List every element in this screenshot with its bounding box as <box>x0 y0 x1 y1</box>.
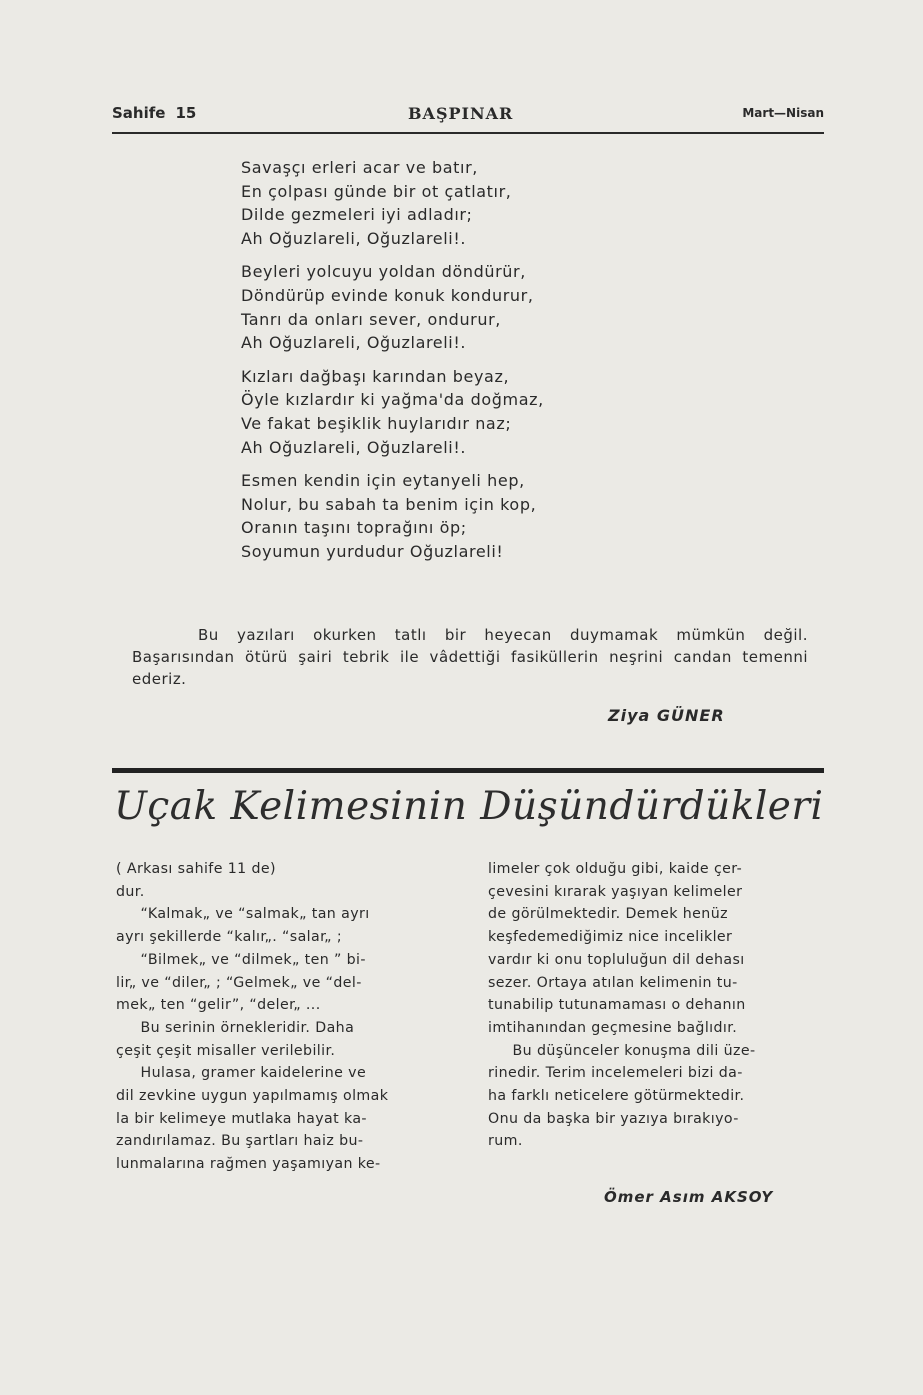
poem-stanza <box>241 156 661 250</box>
column-line: Hulasa, gramer kaidelerine ve <box>116 1065 367 1082</box>
column-line: de görülmektedir. Demek henüz <box>488 906 728 923</box>
poem-stanza <box>241 469 661 563</box>
column-line: “Kalmak„ ve “salmak„ tan ayrı <box>116 906 370 923</box>
poem-line: Öyle kızlardır ki yağma'da doğmaz, <box>241 390 544 410</box>
column-line: imtihanından geçmesine bağlıdır. <box>488 1019 738 1036</box>
article-signature: Ömer Asım AKSOY <box>604 1188 774 1206</box>
column-line: vardır ki onu topluluğun dil dehası <box>488 951 745 968</box>
section-divider <box>112 768 824 773</box>
column-line: tunabilip tutunamaması o dehanın <box>488 997 746 1014</box>
article-right-column <box>488 858 828 1153</box>
column-line: keşfedemediğimiz nice incelikler <box>488 929 733 946</box>
column-line: Bu düşünceler konuşma dili üze- <box>488 1042 756 1059</box>
column-line: rum. <box>488 1133 523 1150</box>
column-line: dur. <box>116 883 145 900</box>
poem-stanza <box>241 260 661 354</box>
page-label: Sahife <box>112 104 166 122</box>
issue-date: Mart—Nisan <box>742 106 824 120</box>
column-line: ha farklı neticelere götürmektedir. <box>488 1088 745 1105</box>
column-line: limeler çok olduğu gibi, kaide çer- <box>488 861 743 877</box>
poem-stanza <box>241 365 661 459</box>
column-line: çevesini kırarak yaşıyan kelimeler <box>488 883 743 900</box>
poem-line: Ah Oğuzlareli, Oğuzlareli!. <box>241 333 467 353</box>
poem <box>241 156 661 574</box>
page-number-block <box>112 104 206 122</box>
page-header <box>112 104 824 128</box>
column-line: dil zevkine uygun yapılmamış olmak <box>116 1088 389 1105</box>
column-line: la bir kelimeye mutlaka hayat ka- <box>116 1110 367 1127</box>
column-line: zandırılamaz. Bu şartları haiz bu- <box>116 1133 364 1150</box>
column-line: çeşit çeşit misaller verilebilir. <box>116 1042 336 1059</box>
column-line: rinedir. Terim incelemeleri bizi da- <box>488 1065 743 1082</box>
poem-line: Ve fakat beşiklik huylarıdır naz; <box>241 413 512 433</box>
poem-line: Dilde gezmeleri iyi adladır; <box>241 205 473 225</box>
column-line: mek„ ten “gelir”, “deler„ ... <box>116 997 321 1014</box>
column-line: sezer. Ortaya atılan kelimenin tu- <box>488 974 738 991</box>
poem-line: Kızları dağbaşı karından beyaz, <box>241 366 510 386</box>
column-line: Onu da başka bir yazıya bırakıyo- <box>488 1110 739 1127</box>
header-rule <box>112 132 824 134</box>
masthead: BAŞPINAR <box>408 104 514 123</box>
poem-line: Ah Oğuzlareli, Oğuzlareli!. <box>241 228 467 248</box>
column-line: Bu serinin örnekleridir. Daha <box>116 1019 355 1036</box>
column-line: ayrı şekillerde “kalır„. “salar„ ; <box>116 929 343 946</box>
article-title: Uçak Kelimesinin Düşündürdükleri <box>114 784 824 829</box>
poem-line: Oranın taşını toprağını öp; <box>241 518 467 538</box>
article-left-column <box>116 858 446 1176</box>
commentary-text: Bu yazıları okurken tatlı bir heyecan duymamak mümkün değil. Başarısından ötürü şairi tebrik ile vâdettiği fasiküllerin neşrini candan temenni ederiz. <box>132 626 808 688</box>
poem-line: Savaşçı erleri acar ve batır, <box>241 158 478 177</box>
poem-line: Beyleri yolcuyu yoldan döndürür, <box>241 262 526 282</box>
poem-line: Soyumun yurdudur Oğuzlareli! <box>241 541 504 561</box>
poem-line: Ah Oğuzlareli, Oğuzlareli!. <box>241 437 467 457</box>
column-line: lunmalarına rağmen yaşamıyan ke- <box>116 1156 381 1173</box>
poem-line: Tanrı da onları sever, ondurur, <box>241 309 501 329</box>
poem-line: En çolpası günde bir ot çatlatır, <box>241 181 512 201</box>
column-line: ( Arkası sahife 11 de) <box>116 861 276 877</box>
poem-line: Esmen kendin için eytanyeli hep, <box>241 471 525 491</box>
commentary-signature: Ziya GÜNER <box>608 706 725 725</box>
column-line: “Bilmek„ ve “dilmek„ ten ” bi- <box>116 951 366 968</box>
poem-line: Döndürüp evinde konuk kondurur, <box>241 285 534 305</box>
page-number: 15 <box>175 104 197 122</box>
commentary <box>132 624 808 690</box>
poem-line: Nolur, bu sabah ta benim için kop, <box>241 494 537 514</box>
column-line: lir„ ve “diler„ ; “Gelmek„ ve “del- <box>116 974 362 991</box>
